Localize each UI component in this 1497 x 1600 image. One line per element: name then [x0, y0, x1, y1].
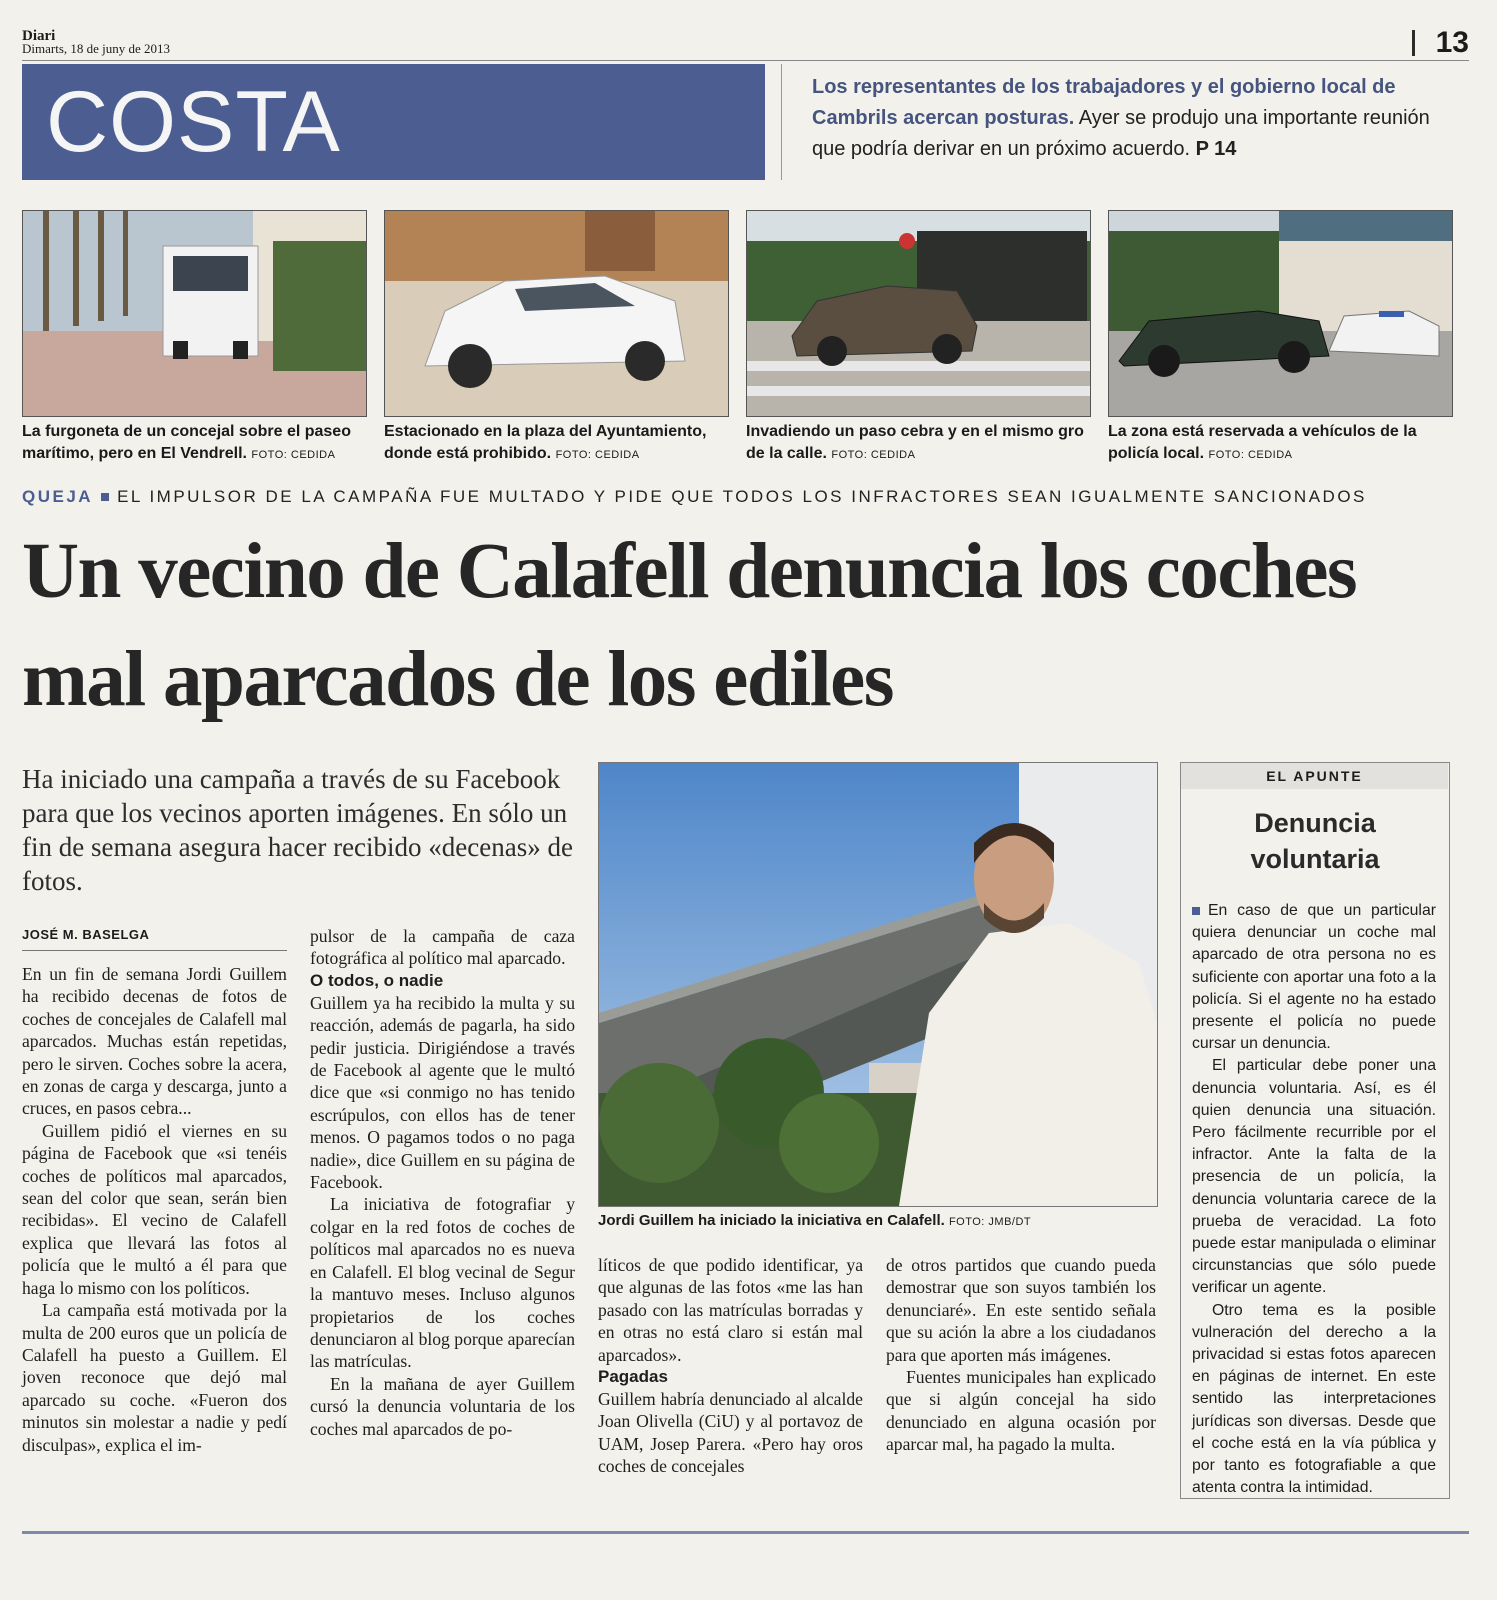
teaser-lead: Los representantes de los trabajadores y el gobierno local de Cambrils acercan posturas.	[812, 76, 1396, 129]
sidebar-paragraph	[1192, 900, 1436, 1055]
subhead: Pagadas	[598, 1367, 668, 1387]
photo-car-zebra-crossing	[746, 210, 1091, 417]
byline-rule	[22, 950, 287, 951]
paragraph: En la mañana de ayer Guillem cursó la denuncia voluntaria de los coches mal aparcados de po-	[310, 1373, 575, 1439]
banner-divider	[781, 64, 782, 180]
caption-text: Invadiendo un paso cebra y en el mismo gro de la calle.	[746, 423, 1084, 462]
kicker	[22, 487, 1367, 507]
publication-name: Diari	[22, 28, 56, 44]
paragraph: Fuentes municipales han explicado que si algún concejal ha sido denunciado en alguna ocasión por aparcar mal, ha pagado la multa.	[886, 1367, 1156, 1455]
main-photo-caption	[598, 1212, 1156, 1229]
sidebar-paragraph: Otro tema es la posible vulneración del derecho a la privacidad si estas fotos aparecen en páginas de internet. En este sentido las interpretaciones jurídicas son diversas. Desde que el coche está en la vía pública y por tanto es fotografiable a que atenta contra la intimidad.	[1192, 1301, 1436, 1497]
paragraph-text: En caso de que un particular quiera denunciar un coche mal aparcado de otra persona no es suficiente con aportar una foto a la policía. Si el agente no ha estado presente el policía no puede cursar un denuncia.	[1192, 902, 1436, 1053]
photo-credit: FOTO: CEDIDA	[555, 449, 640, 461]
sidebar-paragraph: El particular debe poner una denuncia voluntaria. Así, es él quien denuncia una situación. Pero fácilmente recurrible por el infractor. Ante la falta de la presencia de un policía, la denuncia voluntaria carece de la prueba de veracidad. La foto puede estar manipulada o eliminar circunstancias que sólo puede verificar un agente.	[1192, 1057, 1436, 1297]
paragraph: líticos de que podido identificar, ya que algunas de las fotos «me las han pasado con las matrículas borradas y en otras no está claro si están mal aparcados».	[598, 1255, 863, 1365]
byline: JOSÉ M. BASELGA	[22, 927, 150, 942]
paragraph: La campaña está motivada por la multa de 200 euros que un policía de Calafell ha puesto a Guillem. El joven reconoce que dejó mal aparcado su coche. «Fueron dos minutos sin molestar a nadie y pedí disculpas», explica el im-	[22, 1300, 287, 1455]
paragraph: En un fin de semana Jordi Guillem ha recibido decenas de fotos de coches de concejales de Calafell mal aparcados. Muchas están repetidas, pero le sirven. Coches sobre la acera, en zonas de carga y descarga, junto a cruces, en pasos cebra...	[22, 964, 287, 1119]
section-title: COSTA	[46, 74, 341, 170]
photo-credit: FOTO: CEDIDA	[1208, 449, 1293, 461]
paragraph: Guillem ya ha recibido la multa y su reacción, además de pagarla, ha sido pedir justicia. Dirigiéndose a través de Facebook al agente que le multó dice que «si conmigo no has tenido escrúpulos, con ellos has de tener menos. O pagamos todos o no paga nadie», dice Guillem en su página de Facebook.	[310, 992, 575, 1193]
photo-van-on-promenade	[22, 210, 367, 417]
photo-caption-3	[746, 421, 1091, 466]
header-rule	[22, 60, 1469, 61]
caption-text: La furgoneta de un concejal sobre el paseo marítimo, pero en El Vendrell.	[22, 423, 351, 462]
article-column-4	[886, 1254, 1156, 1456]
teaser-page-ref[interactable]: P 14	[1195, 138, 1237, 160]
photo-caption-1	[22, 421, 367, 466]
main-photo-jordi-guillem	[598, 762, 1158, 1207]
sidebar-label: EL APUNTE	[1266, 768, 1363, 784]
page-number-divider	[1412, 30, 1415, 56]
photo-credit: FOTO: CEDIDA	[831, 449, 916, 461]
paragraph: La iniciativa de fotografiar y colgar en la red fotos de coches de políticos mal aparcados no es nueva en Calafell. El blog vecinal de Segur la mantuvo meses. Incluso algunos propietarios de los coches denunciaron al blog porque aparecían las matrículas.	[310, 1194, 575, 1372]
photo-police-reserved-zone	[1108, 210, 1453, 417]
subhead: O todos, o nadie	[310, 970, 444, 990]
footer-rule	[22, 1531, 1469, 1534]
issue-date: Dimarts, 18 de juny de 2013	[22, 41, 171, 56]
paragraph: pulsor de la campaña de caza fotográfica al político mal aparcado.	[310, 926, 575, 969]
photo-car-town-hall-square	[384, 210, 729, 417]
caption-text: Jordi Guillem ha iniciado la iniciativa en Calafell.	[598, 1212, 945, 1229]
teaser-text: Ayer se produjo una importante reunión que podría derivar en un próximo acuerdo.	[812, 107, 1430, 160]
kicker-label: QUEJA	[22, 487, 94, 506]
photo-caption-2	[384, 421, 729, 466]
sidebar-body	[1192, 900, 1436, 1499]
article-column-2	[310, 925, 575, 1440]
kicker-text: EL IMPULSOR DE LA CAMPAÑA FUE MULTADO Y PIDE QUE TODOS LOS INFRACTORES SEAN IGUALMENTE SANCIONADOS	[117, 487, 1367, 506]
article-column-3	[598, 1254, 863, 1478]
page-number: 13	[1435, 26, 1469, 59]
paragraph: Guillem pidió el viernes en su página de Facebook que «si tenéis coches de políticos mal aparcados, sean del color que sean, serán bien recibidas». El vecino de Calafell explica que llevará las fotos al policía que le multó a él para que haga lo mismo con los políticos.	[22, 1120, 287, 1298]
paragraph: Guillem habría denunciado al alcalde Joan Olivella (CiU) y al portavoz de UAM, Josep Parera. «Pero hay oros coches de concejales	[598, 1389, 863, 1477]
bullet-square-icon	[1192, 907, 1200, 915]
paragraph: de otros partidos que cuando pueda demostrar que son suyos también los denunciaré». En este sentido señala que su ación la abre a los ciudadanos para que aporten más imágenes.	[886, 1255, 1156, 1365]
headline: Un vecino de Calafell denuncia los coches mal aparcados de los ediles	[22, 528, 1357, 723]
photo-credit: FOTO: JMB/DT	[948, 1216, 1032, 1228]
kicker-square-icon	[101, 493, 109, 501]
caption-text: Estacionado en la plaza del Ayuntamiento, donde está prohibido.	[384, 423, 707, 462]
teaser[interactable]	[812, 72, 1462, 165]
photo-credit: FOTO: CEDIDA	[251, 449, 336, 461]
caption-text: La zona está reservada a vehículos de la policía local.	[1108, 423, 1417, 462]
article-column-1	[22, 963, 287, 1456]
standfirst: Ha iniciado una campaña a través de su Facebook para que los vecinos aporten imágenes. En sólo un fin de semana asegura hacer recibido «decenas» de fotos.	[22, 764, 573, 896]
sidebar-title: Denuncia voluntaria	[1250, 808, 1380, 874]
photo-caption-4	[1108, 421, 1453, 466]
